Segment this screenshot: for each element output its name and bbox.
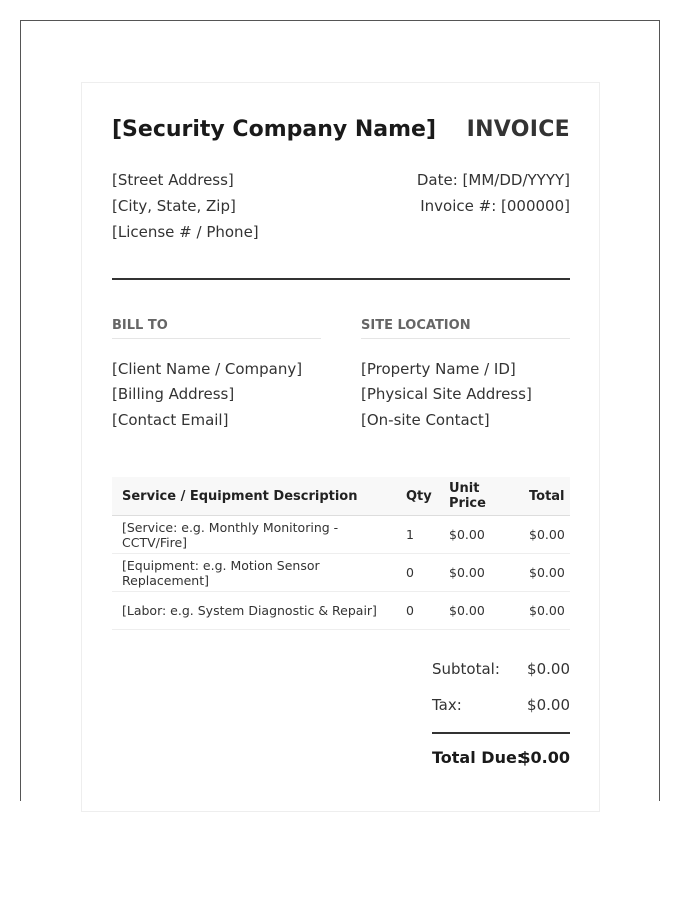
- table-header-row: [112, 477, 570, 516]
- site-property: [Property Name / ID]: [361, 360, 516, 378]
- item-qty: 0: [396, 554, 439, 592]
- subtotal-label: Subtotal:: [432, 660, 500, 678]
- site-location-rule: [361, 338, 570, 339]
- total-due-label: Total Due:: [432, 748, 524, 767]
- totals-divider: [432, 732, 570, 734]
- item-qty: 1: [396, 516, 439, 554]
- subtotal-value: $0.00: [527, 660, 570, 678]
- column-header-description: Service / Equipment Description: [112, 477, 396, 516]
- invoice-number: Invoice #: [000000]: [420, 197, 570, 215]
- items-table: [112, 477, 570, 630]
- total-due-value: $0.00: [519, 748, 570, 767]
- site-address: [Physical Site Address]: [361, 385, 532, 403]
- bill-to-rule: [112, 338, 321, 339]
- item-qty: 0: [396, 592, 439, 630]
- item-description: [Labor: e.g. System Diagnostic & Repair]: [112, 592, 396, 630]
- table-row: [112, 516, 570, 554]
- item-unit-price: $0.00: [439, 554, 519, 592]
- table-row: [112, 554, 570, 592]
- header-divider: [112, 278, 570, 280]
- column-header-total: Total: [519, 477, 570, 516]
- invoice-date: Date: [MM/DD/YYYY]: [416, 171, 570, 189]
- item-description: [Equipment: e.g. Motion Sensor Replacement]: [112, 554, 396, 592]
- item-unit-price: $0.00: [439, 592, 519, 630]
- column-header-qty: Qty: [396, 477, 439, 516]
- invoice-card: [81, 82, 600, 812]
- street-address: [Street Address]: [112, 171, 234, 189]
- company-name: [Security Company Name]: [112, 117, 437, 142]
- invoice-title: INVOICE: [466, 117, 570, 142]
- site-contact: [On-site Contact]: [361, 411, 490, 429]
- item-total: $0.00: [519, 516, 570, 554]
- item-unit-price: $0.00: [439, 516, 519, 554]
- bill-to-client: [Client Name / Company]: [112, 360, 303, 378]
- item-description: [Service: e.g. Monthly Monitoring - CCTV/Fire]: [112, 516, 396, 554]
- bill-to-address: [Billing Address]: [112, 385, 235, 403]
- column-header-unit-price: Unit Price: [439, 477, 519, 516]
- item-total: $0.00: [519, 592, 570, 630]
- item-total: $0.00: [519, 554, 570, 592]
- site-location-heading: SITE LOCATION: [361, 318, 471, 333]
- license-phone: [License # / Phone]: [112, 223, 259, 241]
- tax-label: Tax:: [432, 696, 462, 714]
- bill-to-email: [Contact Email]: [112, 411, 229, 429]
- bill-to-heading: BILL TO: [112, 318, 168, 333]
- tax-value: $0.00: [527, 696, 570, 714]
- city-state-zip: [City, State, Zip]: [112, 197, 236, 215]
- table-row: [112, 592, 570, 630]
